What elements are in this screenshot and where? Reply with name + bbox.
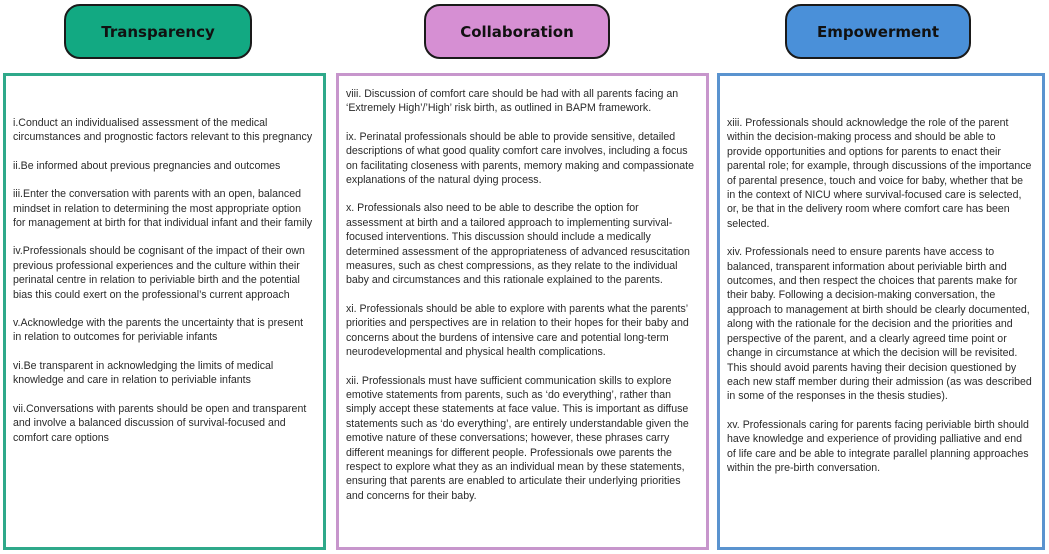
empowerment-item-xiv: xiv. Professionals need to ensure parents have access to balanced, transparent information about periviable birth and outcomes, and then respect the choices that parents make for their baby. Following a decision-making conversation, the approach to management at birth should be clearly documented, along with the rationale for the decision and the priorities and perspective of the parent, and a clearly agreed time point or change in circumstance at which the decision will be revisited. This should avoid parents having their decision questioned by each new staff member during their admission (as was described in some of the responses in the thesis studies). xyxy=(727,246,1032,403)
transparency-item-ii: ii.Be informed about previous pregnancies and outcomes xyxy=(13,159,281,172)
transparency-header: Transparency xyxy=(64,4,252,59)
transparency-item-vi: vi.Be transparent in acknowledging the limits of medical knowledge and care in relation to periviable infants xyxy=(13,359,274,387)
collaboration-item-ix: ix. Perinatal professionals should be able to provide sensitive, detailed descriptions of what good quality comfort care involves, including a focus on facilitating closeness with parents, memory making and compassionate explanations of the natural dying process. xyxy=(346,130,695,187)
transparency-panel xyxy=(3,73,326,550)
empowerment-item-xiii: xiii. Professionals should acknowledge the role of the parent within the decision-making process and should be able to provide opportunities and options for parents to enact their parental role; for example, through discussions of the importance of parental presence, touch and voice for baby, whether that be in the context of NICU where survival-focused care is selected, or, be that in the delivery room where comfort care has been selected. xyxy=(727,117,1032,230)
empowerment-header: Empowerment xyxy=(785,4,971,59)
collaboration-item-xii: xii. Professionals must have sufficient communication skills to explore emotive statements from parents, such as ‘do everything’, rather than simply accept these statements at face value. This is important as diffuse statements such as ‘do everything’, are entirely understandable given the emotive nature of these conversations; however, these phrases carry different meanings for different people. Professionals owe parents the respect to explore what they as an individual mean by these statements, ensuring that parents are enabled to articulate their underlying priorities and concerns for their baby. xyxy=(346,374,689,502)
empowerment-item-xv: xv. Professionals caring for parents facing periviable birth should have knowledge and experience of providing palliative and end of life care and be able to integrate parallel planning approaches within the pre-birth conversation. xyxy=(727,418,1029,474)
transparency-item-v: v.Acknowledge with the parents the uncertainty that is present in relation to outcomes for periviable infants xyxy=(13,317,304,344)
collaboration-item-viii: viii. Discussion of comfort care should be had with all parents facing an ‘Extremely High’/’High’ risk birth, as outlined in BAPM framework. xyxy=(346,88,679,115)
collaboration-item-xi: xi. Professionals should be able to explore with parents what the parents’ priorities and perspectives are in relation to their hopes for their baby and concerns about the burdens of intensive care and potential long-term neurodevelopmental and physical health complications. xyxy=(346,302,689,359)
transparency-item-i: i.Conduct an individualised assessment of the medical circumstances and prognostic factors relevant to this pregnancy xyxy=(13,117,313,144)
transparency-item-iv: iv.Professionals should be cognisant of the impact of their own previous professional experiences and the culture within their perinatal centre in relation to periviable birth and the potential bias this could exert on the professional’s current approach xyxy=(13,245,305,301)
collaboration-header: Collaboration xyxy=(424,4,610,59)
collaboration-item-x: x. Professionals also need to be able to describe the option for assessment at birth and a tailored approach to implementing survival-focused interventions. This discussion should include a medically determined assessment of the appropriateness of advanced resuscitation measures, such as chest compressions, as they relate to the individual baby and circumstances and this rationale explained to the parents. xyxy=(346,202,690,287)
collaboration-panel xyxy=(336,73,709,550)
empowerment-panel xyxy=(717,73,1045,550)
transparency-item-iii: iii.Enter the conversation with parents with an open, balanced mindset in relation to determining the most appropriate option for management at birth for that individual infant and their family xyxy=(13,188,313,230)
transparency-item-vii: vii.Conversations with parents should be open and transparent and involve a balanced discussion of survival-focused and comfort care options xyxy=(13,402,307,444)
